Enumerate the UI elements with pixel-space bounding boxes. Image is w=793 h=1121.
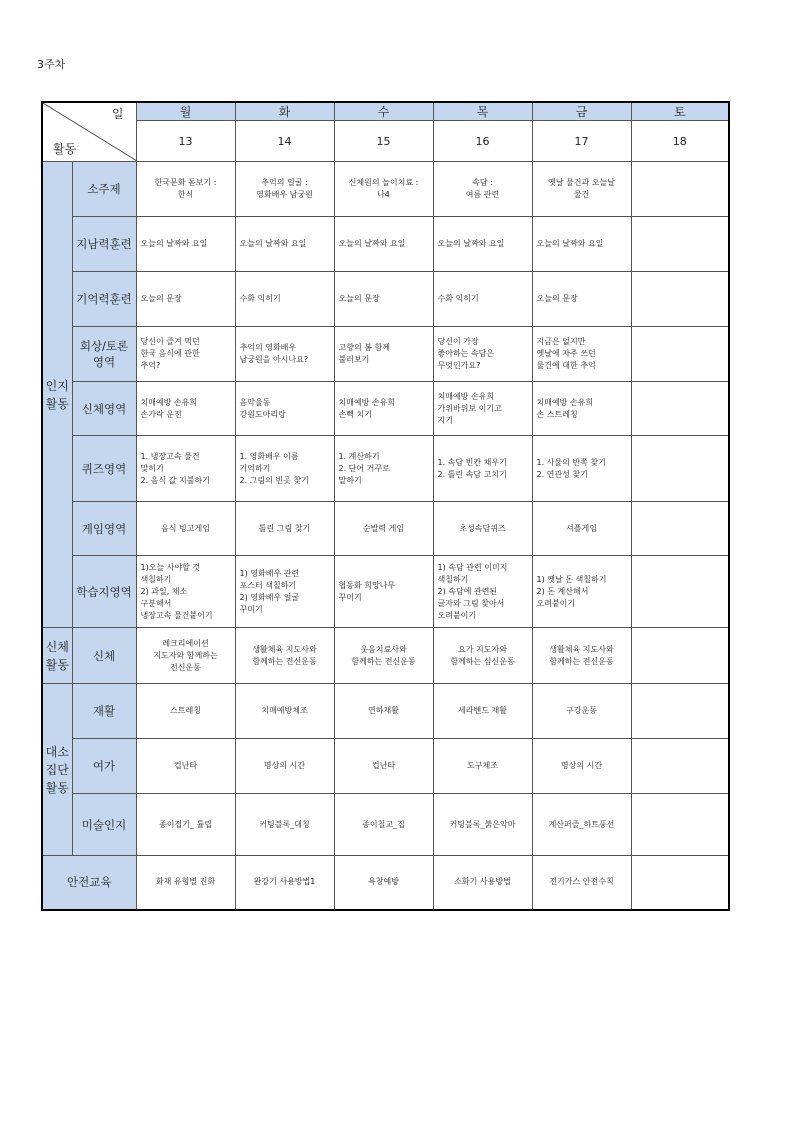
date-tue: 14 <box>235 121 334 162</box>
activity-cell-sat <box>631 628 729 684</box>
activity-cell-thu: 치매예방 손유희 가위바위보 이기고 지기 <box>433 382 532 436</box>
date-wed: 15 <box>334 121 433 162</box>
activity-cell-sat <box>631 436 729 502</box>
activity-cell-sat <box>631 856 729 910</box>
category-label: 학습지영역 <box>72 556 136 628</box>
activity-cell-mon: 음식 빙고게임 <box>136 502 235 556</box>
activity-row <box>42 739 729 794</box>
activity-cell-sat <box>631 739 729 794</box>
category-label: 안전교육 <box>42 856 136 910</box>
activity-cell-mon: 1. 냉장고속 물건 맞히기 2. 음식 값 지불하기 <box>136 436 235 502</box>
day-name-sat: 토 <box>631 102 729 121</box>
activity-cell-mon: 1)오늘 사야할 것 색칠하기 2) 과일, 채소 구분해서 냉장고속 물건붙이기 <box>136 556 235 628</box>
activity-cell-thu: 당신이 가장 좋아하는 속담은 무엇인가요? <box>433 327 532 382</box>
date-fri: 17 <box>532 121 631 162</box>
category-label: 소주제 <box>72 162 136 217</box>
activity-cell-mon: 한국문화 돋보기 : 한식 <box>136 162 235 217</box>
category-label: 게임영역 <box>72 502 136 556</box>
activity-cell-sat <box>631 217 729 272</box>
activity-row <box>42 856 729 910</box>
activity-row <box>42 217 729 272</box>
corner-activity-label: 활동 <box>53 142 77 156</box>
activity-cell-fri: 전기가스 안전수칙 <box>532 856 631 910</box>
activity-cell-fri: 치매예방 손유희 손 스트레칭 <box>532 382 631 436</box>
activity-cell-wed: 오늘의 문장 <box>334 272 433 327</box>
activity-cell-wed: 순발력 게임 <box>334 502 433 556</box>
activity-cell-wed: 웃음치료사와 함께하는 전신운동 <box>334 628 433 684</box>
activity-cell-thu: 속담 : 여름 관련 <box>433 162 532 217</box>
activity-cell-thu: 수화 익히기 <box>433 272 532 327</box>
activity-cell-sat <box>631 272 729 327</box>
activity-cell-sat <box>631 382 729 436</box>
activity-cell-tue: 오늘의 날짜와 요일 <box>235 217 334 272</box>
activity-cell-wed: 오늘의 날짜와 요일 <box>334 217 433 272</box>
activity-cell-thu: 도구체조 <box>433 739 532 794</box>
category-label: 재활 <box>72 684 136 739</box>
activity-cell-wed: 신체원의 놀이치료 : 나4 <box>334 162 433 217</box>
category-label: 기억력훈련 <box>72 272 136 327</box>
activity-cell-wed: 고향의 봄 함께 불러보기 <box>334 327 433 382</box>
corner-day-label: 일 <box>111 107 124 121</box>
activity-cell-tue: 생활체육 지도사와 함께하는 전신운동 <box>235 628 334 684</box>
activity-cell-thu: 세라밴드 재활 <box>433 684 532 739</box>
activity-row <box>42 382 729 436</box>
activity-cell-wed: 종이칠교_집 <box>334 794 433 856</box>
day-name-thu: 목 <box>433 102 532 121</box>
activity-row <box>42 794 729 856</box>
activity-cell-tue: 틀린 그림 찾기 <box>235 502 334 556</box>
activity-cell-fri: 오늘의 날짜와 요일 <box>532 217 631 272</box>
activity-cell-tue: 음악율동 강원도아리랑 <box>235 382 334 436</box>
activity-cell-fri: 구강운동 <box>532 684 631 739</box>
group-group-activity: 대소 집단 활동 <box>42 684 72 856</box>
page-title: 3주차 <box>37 58 66 71</box>
category-label: 회상/토론 영역 <box>72 327 136 382</box>
header-corner <box>42 102 136 162</box>
activity-cell-thu: 초성속담퀴즈 <box>433 502 532 556</box>
category-label: 신체영역 <box>72 382 136 436</box>
activity-cell-fri: 지금은 없지만 옛날에 자주 쓰던 물건에 대한 추억 <box>532 327 631 382</box>
activity-cell-tue: 치매예방체조 <box>235 684 334 739</box>
day-name-fri: 금 <box>532 102 631 121</box>
activity-cell-tue: 커팅블록_대칭 <box>235 794 334 856</box>
activity-cell-thu: 1. 속담 빈칸 채우기 2. 틀린 속담 고치기 <box>433 436 532 502</box>
activity-cell-fri: 1) 옛날 돈 색칠하기 2) 돈 계산해서 오려붙이기 <box>532 556 631 628</box>
activity-cell-mon: 치매예방 손유희 손가락 운전 <box>136 382 235 436</box>
activity-cell-mon: 종이접기_ 튤립 <box>136 794 235 856</box>
activity-cell-sat <box>631 684 729 739</box>
activity-cell-thu: 1) 속담 관련 이미지 색칠하기 2) 속담에 관련된 글자와 그림 찾아서 오려붙이기 <box>433 556 532 628</box>
activity-cell-sat <box>631 327 729 382</box>
category-label: 미술인지 <box>72 794 136 856</box>
group-cognitive: 인지 활동 <box>42 162 72 628</box>
activity-cell-wed: 연하재활 <box>334 684 433 739</box>
activity-cell-tue: 추억의 얼굴 : 영화배우 남궁원 <box>235 162 334 217</box>
activity-cell-thu: 소화기 사용방법 <box>433 856 532 910</box>
activity-cell-tue: 1) 영화배우 관련 포스터 색칠하기 2) 영화배우 얼굴 꾸미기 <box>235 556 334 628</box>
group-physical: 신체 활동 <box>42 628 72 684</box>
activity-cell-fri: 오늘의 문장 <box>532 272 631 327</box>
activity-cell-mon: 레크리에이션 지도자와 함께하는 전신운동 <box>136 628 235 684</box>
activity-row <box>42 436 729 502</box>
activity-cell-thu: 오늘의 날짜와 요일 <box>433 217 532 272</box>
activity-cell-wed: 욕창예방 <box>334 856 433 910</box>
activity-row <box>42 327 729 382</box>
weekly-activity-table <box>41 101 730 911</box>
activity-cell-tue: 1. 영화배우 이름 기억하기 2. 그림의 빈곳 찾기 <box>235 436 334 502</box>
activity-cell-tue: 추억의 영화배우 남궁원을 아시나요? <box>235 327 334 382</box>
activity-cell-tue: 명상의 시간 <box>235 739 334 794</box>
activity-cell-thu: 요가 지도자와 함께하는 심신운동 <box>433 628 532 684</box>
activity-cell-thu: 커팅블록_붉은악마 <box>433 794 532 856</box>
header-row-dates <box>42 121 729 162</box>
activity-cell-fri: 셔플게임 <box>532 502 631 556</box>
header-row-days <box>42 102 729 121</box>
date-sat: 18 <box>631 121 729 162</box>
activity-cell-mon: 화재 유형별 진화 <box>136 856 235 910</box>
activity-cell-mon: 오늘의 날짜와 요일 <box>136 217 235 272</box>
activity-cell-sat <box>631 502 729 556</box>
activity-row <box>42 628 729 684</box>
activity-cell-tue: 수화 익히기 <box>235 272 334 327</box>
day-name-tue: 화 <box>235 102 334 121</box>
activity-cell-tue: 완강기 사용방법1 <box>235 856 334 910</box>
activity-cell-fri: 생활체육 지도사와 함께하는 전신운동 <box>532 628 631 684</box>
category-label: 신체 <box>72 628 136 684</box>
activity-cell-wed: 컵난타 <box>334 739 433 794</box>
activity-cell-sat <box>631 794 729 856</box>
activity-cell-fri: 계산퍼즐_하트풍선 <box>532 794 631 856</box>
activity-cell-wed: 협동화 희망나무 꾸미기 <box>334 556 433 628</box>
activity-cell-mon: 스트레칭 <box>136 684 235 739</box>
activity-cell-mon: 당신이 즐겨 먹던 한국 음식에 관한 추억? <box>136 327 235 382</box>
activity-cell-fri: 1. 사물의 반쪽 찾기 2. 연관성 찾기 <box>532 436 631 502</box>
activity-cell-mon: 컵난타 <box>136 739 235 794</box>
date-mon: 13 <box>136 121 235 162</box>
activity-cell-sat <box>631 556 729 628</box>
category-label: 여가 <box>72 739 136 794</box>
activity-cell-wed: 1. 계산하기 2. 단어 거꾸로 말하기 <box>334 436 433 502</box>
activity-row <box>42 556 729 628</box>
activity-cell-sat <box>631 162 729 217</box>
category-label: 퀴즈영역 <box>72 436 136 502</box>
activity-cell-fri: 명상의 시간 <box>532 739 631 794</box>
category-label: 지남력훈련 <box>72 217 136 272</box>
activity-cell-wed: 치매예방 손유희 손뼉 치기 <box>334 382 433 436</box>
date-thu: 16 <box>433 121 532 162</box>
day-name-mon: 월 <box>136 102 235 121</box>
activity-row <box>42 502 729 556</box>
activity-row <box>42 684 729 739</box>
activity-cell-fri: 옛날 물건과 오늘날 물건 <box>532 162 631 217</box>
day-name-wed: 수 <box>334 102 433 121</box>
activity-row <box>42 162 729 217</box>
activity-row <box>42 272 729 327</box>
activity-cell-mon: 오늘의 문장 <box>136 272 235 327</box>
